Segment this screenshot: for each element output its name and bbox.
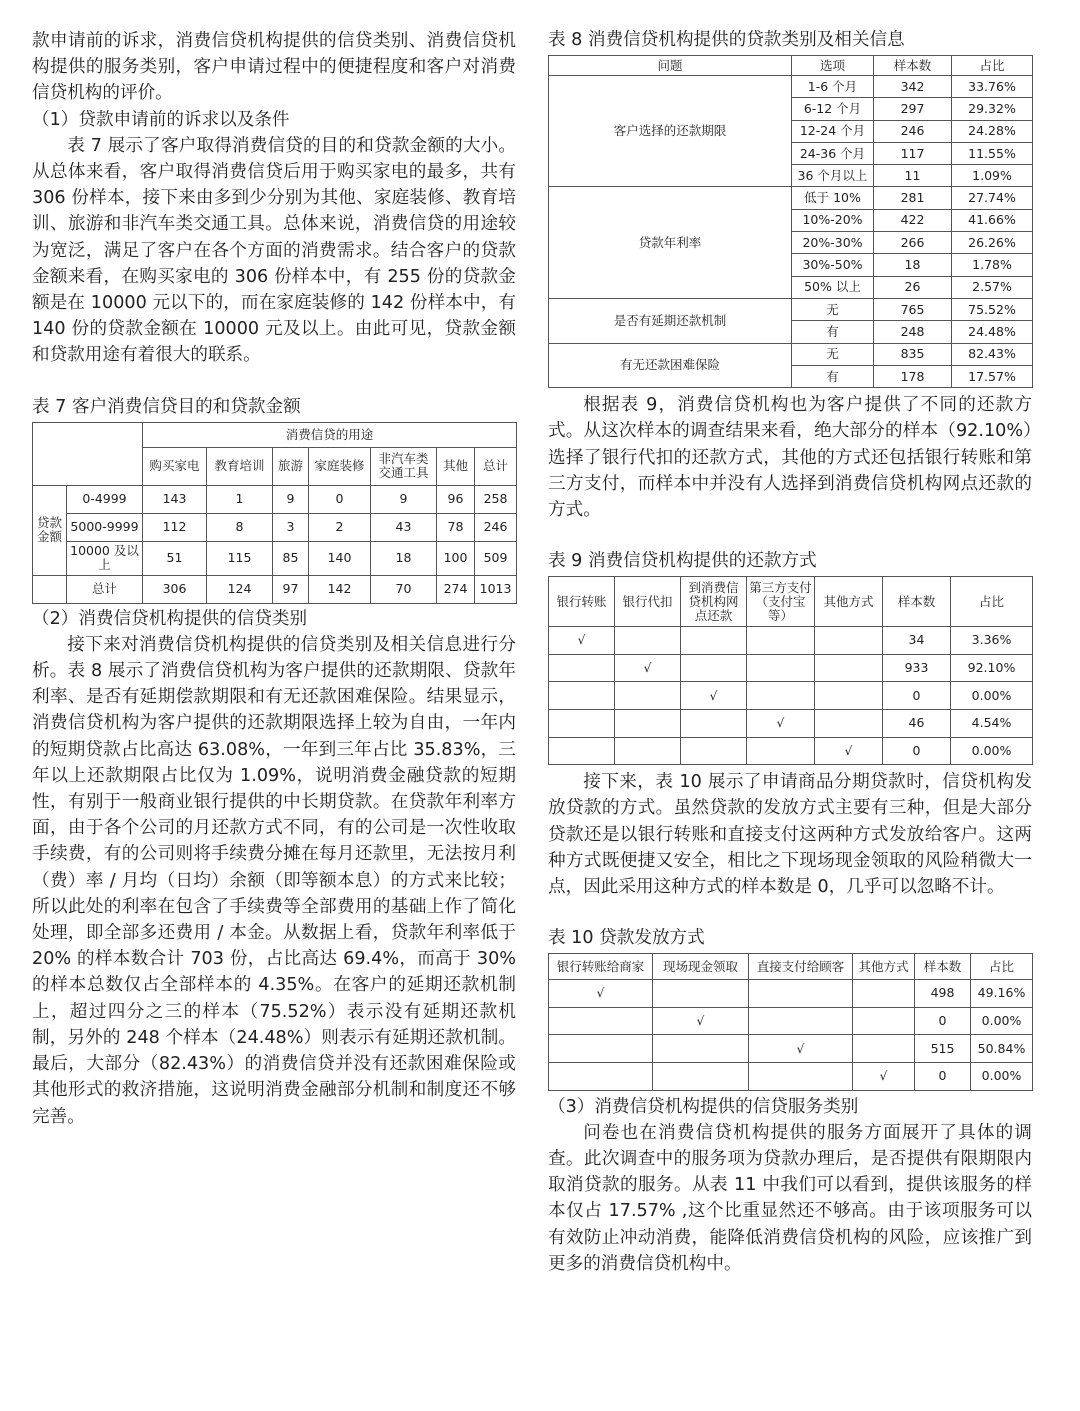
table8-question: 贷款年利率 bbox=[549, 187, 792, 298]
table8-percent: 24.28% bbox=[952, 120, 1033, 142]
table8-question: 是否有延期还款机制 bbox=[549, 298, 792, 343]
table10-caption: 表 10 贷款发放方式 bbox=[548, 928, 705, 949]
table10-count: 515 bbox=[915, 1035, 971, 1063]
table8-option: 10%-20% bbox=[792, 209, 874, 231]
table8-percent: 2.57% bbox=[952, 276, 1033, 298]
table7-cell: 70 bbox=[371, 575, 437, 603]
table8-option: 24-36 个月 bbox=[792, 142, 874, 164]
table9-empty-cell bbox=[815, 709, 883, 737]
table7-row bbox=[33, 575, 517, 603]
table7-row bbox=[33, 513, 517, 541]
table8-question: 有无还款困难保险 bbox=[549, 343, 792, 388]
table8-count: 297 bbox=[874, 98, 952, 120]
table7-cell: 85 bbox=[273, 541, 309, 575]
table10-percent: 0.00% bbox=[971, 1007, 1033, 1035]
table9-row bbox=[549, 709, 1033, 737]
table10-col-header: 样本数 bbox=[915, 954, 971, 980]
table8-count: 342 bbox=[874, 76, 952, 98]
table8-percent: 75.52% bbox=[952, 298, 1033, 320]
check-mark-cell: √ bbox=[747, 709, 815, 737]
table9-count: 0 bbox=[883, 682, 951, 710]
table7-col-header: 其他 bbox=[437, 447, 475, 485]
table8-question: 客户选择的还款期限 bbox=[549, 76, 792, 187]
table8-option: 50% 以上 bbox=[792, 276, 874, 298]
table9-col-header: 第三方支付（支付宝等） bbox=[747, 577, 815, 627]
section-1-title: （1）贷款申请前的诉求以及条件 bbox=[32, 109, 290, 130]
table7 bbox=[32, 422, 517, 604]
table8-count: 178 bbox=[874, 365, 952, 387]
table8-col-header: 选项 bbox=[792, 56, 874, 76]
table7-row-label: 0-4999 bbox=[67, 485, 143, 513]
table7-cell: 124 bbox=[207, 575, 273, 603]
table8-count: 835 bbox=[874, 343, 952, 365]
table9-col-header: 其他方式 bbox=[815, 577, 883, 627]
table7-cell: 1 bbox=[207, 485, 273, 513]
table9-empty-cell bbox=[549, 682, 615, 710]
table10-paragraph: 接下来，表 10 展示了申请商品分期贷款时，信贷机构发放贷款的方式。虽然贷款的发放方式主要有三种，但是大部分贷款还是以银行转账和直接支付这两种方式发放给客户。这两种方式既便捷又安全，相比之下现场现金领取的风险稍微大一点，因此采用这种方式的样本数是 0，几乎可以忽略不计。 bbox=[548, 772, 1032, 897]
table8 bbox=[548, 55, 1033, 388]
table8-percent: 33.76% bbox=[952, 76, 1033, 98]
table7-cell: 51 bbox=[143, 541, 207, 575]
table9-empty-cell bbox=[747, 682, 815, 710]
table8-option: 有 bbox=[792, 321, 874, 343]
table9-percent: 0.00% bbox=[951, 682, 1033, 710]
check-mark-cell: √ bbox=[749, 1035, 853, 1063]
table7-paragraph: 表 7 展示了客户取得消费信贷的目的和贷款金额的大小。从总体来看，客户取得消费信贷后用于购买家电的最多，共有 306 份样本，接下来由多到少分别为其他、家庭装修、教育培训、旅游和非汽车类交通工具。总体来说，消费信贷的用途较为宽泛，满足了客户在各个方面的消费需求。结合客户的贷款金额来看，在购买家电的 306 份样本中，有 255 份的贷款金额是在 10000 元以下的，而在家庭装修的 142 份样本中，有 140 份的贷款金额在 10000 元及以上。由此可见，贷款金额和贷款用途有着很大的联系。 bbox=[32, 135, 516, 366]
table10-count: 498 bbox=[915, 980, 971, 1008]
table9-empty-cell bbox=[681, 627, 747, 655]
table9-row bbox=[549, 737, 1033, 765]
table11-paragraph: 问卷也在消费信贷机构提供的服务方面展开了具体的调查。此次调查中的服务项为贷款办理后，是否提供有限期限内取消贷款的服务。从表 11 中我们可以看到，提供该服务的样本仅占 17.57% ,这个比重显然还不够高。由于该项服务可以有效防止冲动消费，能降低消费信贷机构的风险，应该推广到更多的消费信贷机构中。 bbox=[548, 1122, 1032, 1274]
check-mark-cell: √ bbox=[549, 980, 653, 1008]
table10-percent: 50.84% bbox=[971, 1035, 1033, 1063]
table10-empty-cell bbox=[749, 1007, 853, 1035]
table9-count: 933 bbox=[883, 654, 951, 682]
table9-row bbox=[549, 627, 1033, 655]
table7-group-header: 消费信贷的用途 bbox=[143, 422, 517, 447]
table8-col-header: 问题 bbox=[549, 56, 792, 76]
table8-count: 26 bbox=[874, 276, 952, 298]
table8-percent: 11.55% bbox=[952, 142, 1033, 164]
table8-row bbox=[549, 298, 1033, 320]
table8-percent: 29.32% bbox=[952, 98, 1033, 120]
table9 bbox=[548, 576, 1033, 765]
check-mark-cell: √ bbox=[615, 654, 681, 682]
table8-col-header: 占比 bbox=[952, 56, 1033, 76]
table10-count: 0 bbox=[915, 1062, 971, 1090]
table8-percent: 1.78% bbox=[952, 254, 1033, 276]
table7-col-header: 总计 bbox=[475, 447, 517, 485]
table8-count: 248 bbox=[874, 321, 952, 343]
table10-col-header: 占比 bbox=[971, 954, 1033, 980]
table7-row-label: 总计 bbox=[67, 575, 143, 603]
table7-row-group: 贷款金额 bbox=[33, 485, 67, 575]
table10-empty-cell bbox=[853, 980, 915, 1008]
table10-row bbox=[549, 1062, 1033, 1090]
table7-cell: 142 bbox=[309, 575, 371, 603]
spacer bbox=[32, 369, 516, 395]
table9-percent: 3.36% bbox=[951, 627, 1033, 655]
table9-col-header: 银行转账 bbox=[549, 577, 615, 627]
table7-cell: 115 bbox=[207, 541, 273, 575]
intro-paragraph: 款申请前的诉求，消费信贷机构提供的信贷类别、消费信贷机构提供的服务类别，客户申请过程中的便捷程度和客户对消费信贷机构的评价。 bbox=[32, 31, 516, 104]
table7-cell: 1013 bbox=[475, 575, 517, 603]
table8-option: 低于 10% bbox=[792, 187, 874, 209]
table8-percent: 41.66% bbox=[952, 209, 1033, 231]
table9-percent: 4.54% bbox=[951, 709, 1033, 737]
table7-col-header: 旅游 bbox=[273, 447, 309, 485]
section-3-title: （3）消费信贷机构提供的信贷服务类别 bbox=[548, 1096, 859, 1117]
table8-option: 36 个月以上 bbox=[792, 165, 874, 187]
table10-empty-cell bbox=[549, 1007, 653, 1035]
table7-cell: 9 bbox=[371, 485, 437, 513]
spacer bbox=[548, 900, 1032, 926]
table8-count: 18 bbox=[874, 254, 952, 276]
table9-empty-cell bbox=[549, 709, 615, 737]
table7-corner bbox=[33, 422, 143, 485]
table9-col-header: 银行代扣 bbox=[615, 577, 681, 627]
table8-count: 117 bbox=[874, 142, 952, 164]
table9-empty-cell bbox=[815, 627, 883, 655]
table8-percent: 24.48% bbox=[952, 321, 1033, 343]
table7-empty-cell bbox=[33, 575, 67, 603]
table7-cell: 100 bbox=[437, 541, 475, 575]
table7-row-label: 5000-9999 bbox=[67, 513, 143, 541]
table8-option: 无 bbox=[792, 343, 874, 365]
table7-cell: 8 bbox=[207, 513, 273, 541]
table7-cell: 78 bbox=[437, 513, 475, 541]
table10-empty-cell bbox=[653, 980, 749, 1008]
table10 bbox=[548, 953, 1033, 1090]
table7-col-header: 非汽车类交通工具 bbox=[371, 447, 437, 485]
table9-empty-cell bbox=[815, 682, 883, 710]
table7-cell: 112 bbox=[143, 513, 207, 541]
table9-empty-cell bbox=[681, 709, 747, 737]
table7-cell: 97 bbox=[273, 575, 309, 603]
table8-percent: 82.43% bbox=[952, 343, 1033, 365]
table9-count: 34 bbox=[883, 627, 951, 655]
table10-col-header: 直接支付给顾客 bbox=[749, 954, 853, 980]
table10-row bbox=[549, 1007, 1033, 1035]
left-column bbox=[32, 28, 516, 1130]
table7-caption: 表 7 客户消费信贷目的和贷款金额 bbox=[32, 396, 301, 417]
table9-empty-cell bbox=[615, 737, 681, 765]
table9-empty-cell bbox=[549, 737, 615, 765]
table8-option: 有 bbox=[792, 365, 874, 387]
table10-col-header: 其他方式 bbox=[853, 954, 915, 980]
check-mark-cell: √ bbox=[815, 737, 883, 765]
check-mark-cell: √ bbox=[549, 627, 615, 655]
table7-cell: 140 bbox=[309, 541, 371, 575]
table8-percent: 27.74% bbox=[952, 187, 1033, 209]
table8-count: 266 bbox=[874, 232, 952, 254]
table10-empty-cell bbox=[853, 1007, 915, 1035]
table7-cell: 306 bbox=[143, 575, 207, 603]
table8-paragraph: 接下来对消费信贷机构提供的信贷类别及相关信息进行分析。表 8 展示了消费信贷机构为客户提供的还款期限、贷款年利率、是否有延期偿款期限和有无还款困难保险。结果显示，消费信贷机构为客户提供的还款期限选择上较为自由，一年内的短期贷款占比高达 63.08%，一年到三年占比 35.83%，三年以上还款期限占比仅为 1.09%，说明消费金融贷款的短期性，有别于一般商业银行提供的中长期贷款。在贷款年利率方面，由于各个公司的月还款方式不同，有的公司是一次性收取手续费，有的公司则将手续费分摊在每月还款里，无法按月利（费）率 / 月均（日均）余额（即等额本息）的方式来比较；所以此处的利率在包含了手续费等全部费用的基础上作了简化处理，即全部多还费用 / 本金。从数据上看，贷款年利率低于 20% 的样本数合计 703 份，占比高达 69.4%，而高于 30% 的样本总数仅占全部样本的 4.35%。在客户的延期还款机制上，超过四分之三的样本（75.52%）表示没有延期还款机制，另外的 248 个样本（24.48%）则表示有延期还款机制。最后，大部分（82.43%）的消费信贷并没有还款困难保险或其他形式的救济措施，这说明消费金融部分机制和制度还不够完善。 bbox=[32, 634, 516, 1127]
table9-empty-cell bbox=[615, 627, 681, 655]
table10-empty-cell bbox=[653, 1035, 749, 1063]
table8-option: 6-12 个月 bbox=[792, 98, 874, 120]
table10-percent: 0.00% bbox=[971, 1062, 1033, 1090]
table8-option: 20%-30% bbox=[792, 232, 874, 254]
table7-cell: 274 bbox=[437, 575, 475, 603]
table9-row bbox=[549, 654, 1033, 682]
table10-empty-cell bbox=[549, 1062, 653, 1090]
table7-cell: 43 bbox=[371, 513, 437, 541]
table8-row bbox=[549, 343, 1033, 365]
table8-col-header: 样本数 bbox=[874, 56, 952, 76]
right-column bbox=[548, 28, 1032, 1277]
table7-cell: 0 bbox=[309, 485, 371, 513]
table7-col-header: 家庭装修 bbox=[309, 447, 371, 485]
table10-percent: 49.16% bbox=[971, 980, 1033, 1008]
table10-col-header: 现场现金领取 bbox=[653, 954, 749, 980]
table7-cell: 3 bbox=[273, 513, 309, 541]
table8-option: 30%-50% bbox=[792, 254, 874, 276]
table7-row-label: 10000 及以上 bbox=[67, 541, 143, 575]
table8-count: 422 bbox=[874, 209, 952, 231]
table8-percent: 1.09% bbox=[952, 165, 1033, 187]
table9-count: 46 bbox=[883, 709, 951, 737]
table9-empty-cell bbox=[747, 627, 815, 655]
table10-row bbox=[549, 980, 1033, 1008]
table8-percent: 17.57% bbox=[952, 365, 1033, 387]
table9-empty-cell bbox=[681, 654, 747, 682]
table8-percent: 26.26% bbox=[952, 232, 1033, 254]
table9-row bbox=[549, 682, 1033, 710]
table10-col-header: 银行转账给商家 bbox=[549, 954, 653, 980]
table7-cell: 96 bbox=[437, 485, 475, 513]
table9-empty-cell bbox=[549, 654, 615, 682]
table8-option: 12-24 个月 bbox=[792, 120, 874, 142]
table9-percent: 92.10% bbox=[951, 654, 1033, 682]
table7-row bbox=[33, 485, 517, 513]
table7-row bbox=[33, 541, 517, 575]
section-2-title: （2）消费信贷机构提供的信贷类别 bbox=[32, 608, 308, 629]
table9-empty-cell bbox=[815, 654, 883, 682]
table9-caption: 表 9 消费信贷机构提供的还款方式 bbox=[548, 551, 817, 572]
table9-empty-cell bbox=[615, 709, 681, 737]
table8-row bbox=[549, 187, 1033, 209]
table7-cell: 18 bbox=[371, 541, 437, 575]
spacer bbox=[548, 523, 1032, 549]
table10-empty-cell bbox=[653, 1062, 749, 1090]
table7-col-header: 教育培训 bbox=[207, 447, 273, 485]
table10-row bbox=[549, 1035, 1033, 1063]
table9-empty-cell bbox=[681, 737, 747, 765]
table9-paragraph: 根据表 9，消费信贷机构也为客户提供了不同的还款方式。从这次样本的调查结果来看，绝大部分的样本（92.10%）选择了银行代扣的还款方式，其他的方式还包括银行转账和第三方支付，而样本中并没有人选择到消费信贷机构网点还款的方式。 bbox=[548, 395, 1032, 520]
table8-count: 246 bbox=[874, 120, 952, 142]
table7-cell: 143 bbox=[143, 485, 207, 513]
table9-col-header: 样本数 bbox=[883, 577, 951, 627]
table7-cell: 2 bbox=[309, 513, 371, 541]
table9-col-header: 占比 bbox=[951, 577, 1033, 627]
table9-count: 0 bbox=[883, 737, 951, 765]
check-mark-cell: √ bbox=[681, 682, 747, 710]
table7-cell: 509 bbox=[475, 541, 517, 575]
table10-empty-cell bbox=[549, 1035, 653, 1063]
check-mark-cell: √ bbox=[653, 1007, 749, 1035]
table8-option: 1-6 个月 bbox=[792, 76, 874, 98]
table9-empty-cell bbox=[747, 654, 815, 682]
table8-count: 11 bbox=[874, 165, 952, 187]
table9-percent: 0.00% bbox=[951, 737, 1033, 765]
table8-caption: 表 8 消费信贷机构提供的贷款类别及相关信息 bbox=[548, 30, 905, 50]
table10-empty-cell bbox=[853, 1035, 915, 1063]
table7-cell: 258 bbox=[475, 485, 517, 513]
table7-cell: 9 bbox=[273, 485, 309, 513]
table9-col-header: 到消费信贷机构网点还款 bbox=[681, 577, 747, 627]
table7-col-header: 购买家电 bbox=[143, 447, 207, 485]
table8-count: 765 bbox=[874, 298, 952, 320]
table10-empty-cell bbox=[749, 1062, 853, 1090]
check-mark-cell: √ bbox=[853, 1062, 915, 1090]
table10-empty-cell bbox=[749, 980, 853, 1008]
table8-count: 281 bbox=[874, 187, 952, 209]
table9-empty-cell bbox=[615, 682, 681, 710]
table10-count: 0 bbox=[915, 1007, 971, 1035]
table8-option: 无 bbox=[792, 298, 874, 320]
table9-empty-cell bbox=[747, 737, 815, 765]
table8-row bbox=[549, 76, 1033, 98]
table7-cell: 246 bbox=[475, 513, 517, 541]
